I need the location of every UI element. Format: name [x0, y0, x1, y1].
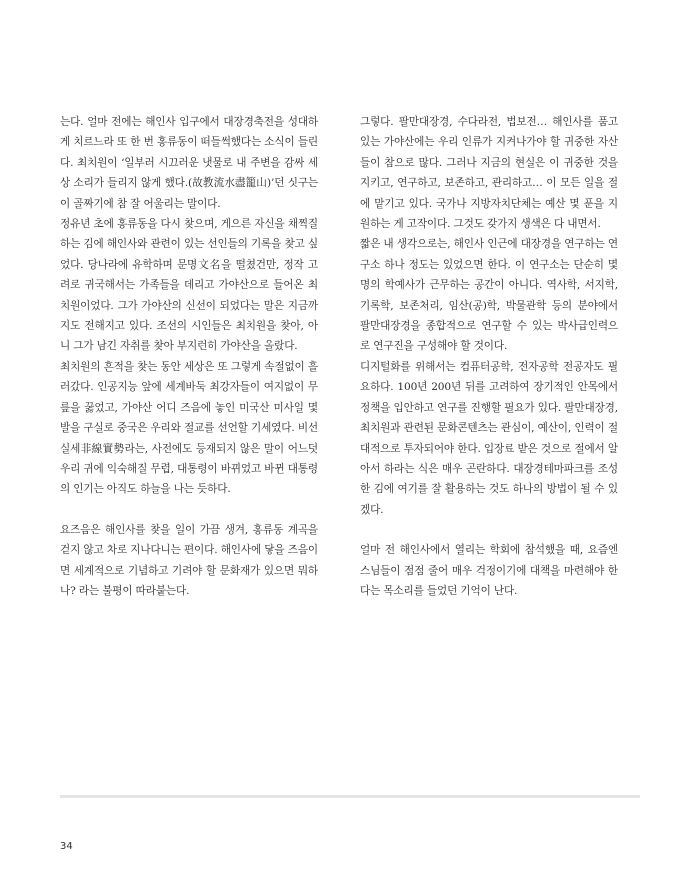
paragraph-gap: [360, 520, 618, 540]
left-paragraph-3: 최치원의 흔적을 찾는 동안 세상은 또 그렇게 속절없이 흘러갔다. 인공지능 앞에 세계바둑 최강자들이 여지없이 무릎을 꿇었고, 가야산 어디 즈음에 놓인 미국산 미사일 몇 발을 구실로 중국은 우리와 절교를 선언할 기세였다. 비선실세非線實勢라는, 사전에도 등재되지 않은 말이 어느덧 우리 귀에 익숙해질 무렵, 대통령이 바뀌었고 바뀐 대통령의 인기는 아직도 하늘을 나는 듯하다.: [60, 360, 318, 496]
page-number: 34: [60, 841, 73, 852]
left-column: [60, 112, 318, 601]
right-paragraph-4: 얼마 전 해인사에서 열리는 학회에 참석했을 때, 요즘엔 스님들이 점점 줄어 매우 걱정이기에 대책을 마련해야 한다는 목소리를 들었던 기억이 난다.: [360, 544, 618, 597]
right-paragraph-2: 짧은 내 생각으로는, 해인사 인근에 대장경을 연구하는 연구소 하나 정도는 있었으면 한다. 이 연구소는 단순히 몇 명의 학예사가 근무하는 공간이 아니다. 역사학, 서지학, 기록학, 보존처리, 임산(공)학, 박물관학 등의 분야에서 팔만대장경을 종합적으로 연구할 수 있는 박사급인력으로 연구진을 구성해야 할 것이다.: [360, 238, 618, 353]
right-paragraph-1: 그렇다. 팔만대장경, 수다라전, 법보전… 해인사를 품고 있는 가야산에는 우리 인류가 지켜나가야 할 귀중한 자산들이 참으로 많다. 그러나 지금의 현실은 이 귀중한 것을 지키고, 연구하고, 보존하고, 관리하고… 이 모든 일을 절에 맡기고 있다. 국가나 지방자치단체는 예산 몇 푼을 지원하는 게 고작이다. 그것도 갖가지 생색은 다 내면서.: [360, 116, 618, 231]
paragraph-gap: [60, 500, 318, 520]
left-paragraph-2: 정유년 초에 홍류동을 다시 찾으며, 게으른 자신을 채찍질하는 김에 해인사와 관련이 있는 선인들의 기록을 찾고 싶었다. 당나라에 유학하며 문명文名을 떨쳤건만, 정작 고려로 귀국해서는 가족들을 데리고 가야산으로 들어온 최치원이었다. 그가 가야산의 신선이 되었다는 말은 지금까지도 전해지고 있다. 조선의 시인들은 최치원을 찾아, 아니 그가 남긴 자취를 찾아 부지런히 가야산을 올랐다.: [60, 218, 318, 353]
right-paragraph-3: 디지털화를 위해서는 컴퓨터공학, 전자공학 전공자도 필요하다. 100년 200년 뒤를 고려하여 장기적인 안목에서 정책을 입안하고 연구를 진행할 필요가 있다. 팔만대장경, 최치원과 관련된 문화콘텐츠는 관심이, 예산이, 인력이 절대적으로 투자되어야 한다. 입장료 받은 것으로 절에서 알아서 하라는 식은 매우 곤란하다. 대장경테마파크를 조성한 김에 여기를 잘 활용하는 것도 하나의 방법이 될 수 있겠다.: [360, 360, 618, 516]
footer-divider: [60, 795, 640, 798]
right-column: [360, 112, 618, 601]
left-paragraph-4: 요즈음은 해인사를 찾을 일이 가끔 생겨, 홍류동 계곡을 걷지 않고 차로 지나다니는 편이다. 해인사에 닿을 즈음이면 세계적으로 기념하고 기려야 할 문화재가 있으면 뭐하나? 라는 불평이 따라붙는다.: [60, 523, 318, 597]
left-paragraph-1: 는다. 얼마 전에는 해인사 입구에서 대장경축전을 성대하게 치르느라 또 한 번 홍류동이 떠들썩했다는 소식이 들린다. 최치원이 ‘일부러 시끄러운 냇물로 내 주변을 감싸 세상 소리가 들리지 않게 했다.(故教流水盡籠山)’던 싯구는 이 골짜기에 참 잘 어울리는 말이다.: [60, 116, 318, 210]
